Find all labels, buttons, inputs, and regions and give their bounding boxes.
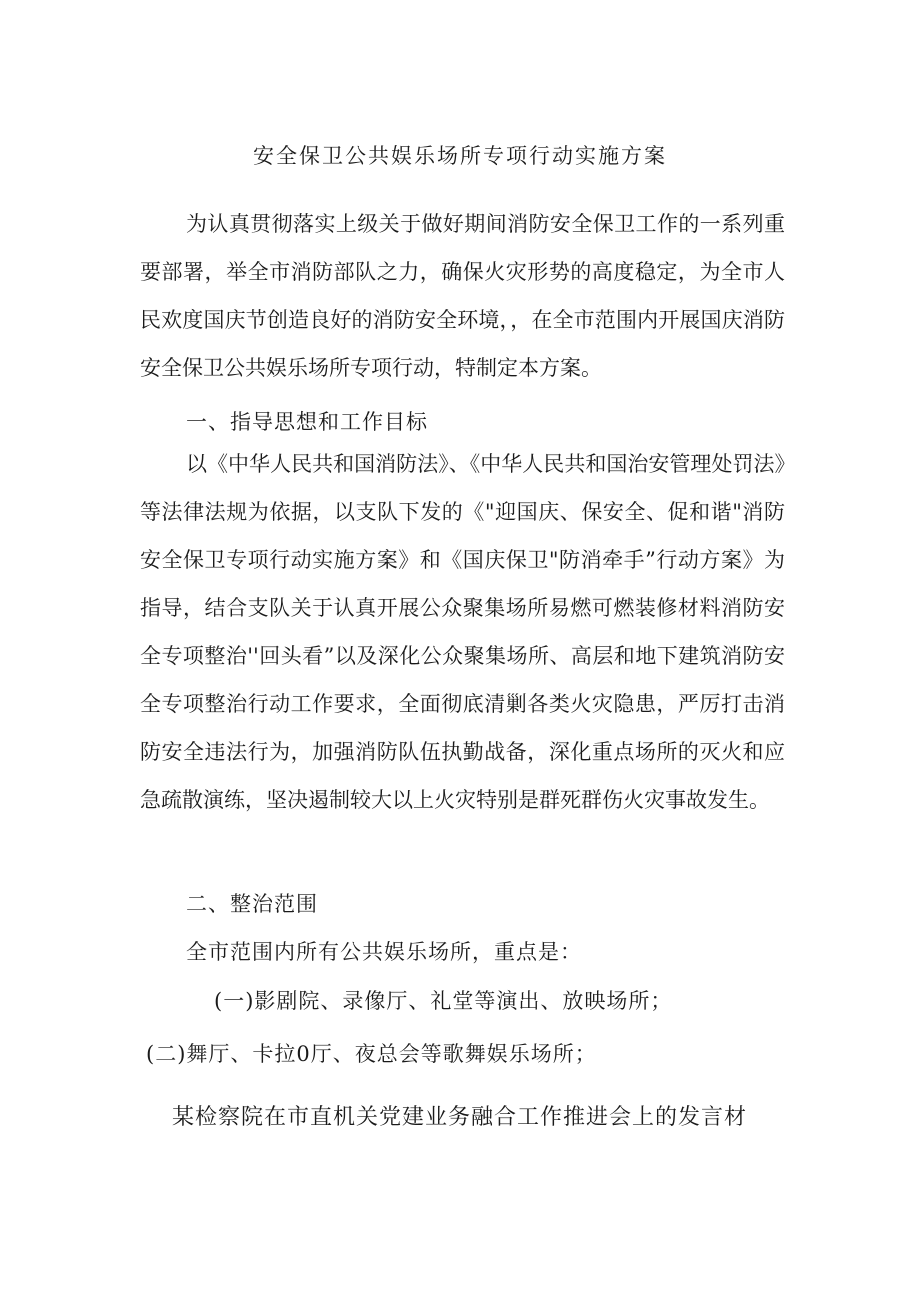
next-document-title: 某检察院在市直机关党建业务融合工作推进会上的发言材 xyxy=(172,1105,748,1130)
scope-item-theaters: (一)影剧院、录像厅、礼堂等演出、放映场所； xyxy=(214,989,673,1013)
guiding-ideology-paragraph: 以《中华人民共和国消防法》、《中华人民共和国治安管理处罚法》等法律法规为依据，以支队下发的《"迎国庆、保安全、促和谐"消防安全保卫专项行动实施方案》和《国庆保卫"防消牵手”行动方案》为指导，结合支队关于认真开展公众聚集场所易燃可燃装修材料消防安全专项整治''回头看”以及深化公众聚集场所、高层和地下建筑消防安全专项整治行动工作要求，全面彻底清剿各类火灾隐患，严厉打击消防安全违法行为，加强消防队伍执勤战备，深化重点场所的灭火和应急疏散演练，坚决遏制较大以上火灾特别是群死群伤火灾事故发生。 xyxy=(140,452,785,812)
document-title: 安全保卫公共娱乐场所专项行动实施方案 xyxy=(253,144,667,168)
intro-paragraph: 为认真贯彻落实上级关于做好期间消防安全保卫工作的一系列重要部署，举全市消防部队之力，确保火灾形势的高度稳定，为全市人民欢度国庆节创造良好的消防安全环境，，在全市范围内开展国庆消防安全保卫公共娱乐场所专项行动，特制定本方案。 xyxy=(140,212,785,380)
section-heading-guiding-ideology: 一、指导思想和工作目标 xyxy=(186,410,428,434)
scope-paragraph: 全市范围内所有公共娱乐场所，重点是： xyxy=(186,940,582,964)
scope-item-dance-halls: (二)舞厅、卡拉0厅、夜总会等歌舞娱乐场所； xyxy=(146,1042,597,1066)
section-heading-scope: 二、整治范围 xyxy=(186,892,318,916)
